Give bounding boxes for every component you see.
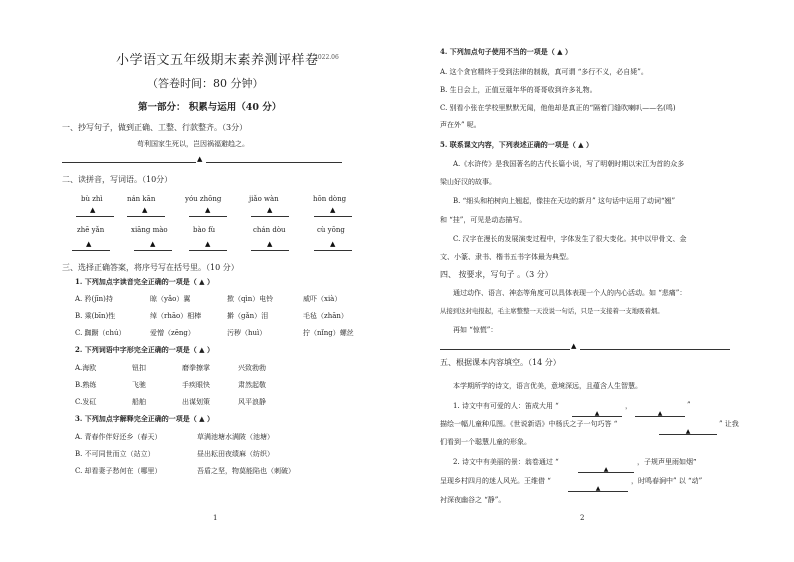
- q5-option-a-cont: 梁山好汉的故事。: [440, 178, 496, 186]
- q5-sub: 5. 联系课文内容，下列表述正确的一项是（ ▲ ）: [440, 140, 594, 149]
- q1-sentence: 苟利国家生死以，岂因祸福避趋之。: [137, 140, 249, 148]
- pinyin: hōn dòng: [313, 195, 347, 203]
- part5-item1-mid: 描绘一幅儿童种瓜图。《世说新语》中杨氏之子一句巧答 “: [440, 420, 618, 428]
- part4-prompt: 再如 “惊慌”：: [453, 326, 498, 334]
- answer-marker[interactable]: ▲: [205, 240, 211, 248]
- option-text: 拧（nǐng）螺丝: [303, 329, 354, 337]
- q1-write-line-right: [206, 162, 342, 163]
- part5-item2-tail: ，子规声里雨如烟”: [637, 458, 697, 466]
- option-text: 钮扣: [132, 364, 146, 372]
- answer-marker[interactable]: ▲: [142, 206, 148, 214]
- part5-item2-mid: 呈现乡村四月的迷人风光。王维借 “: [440, 477, 551, 485]
- option-text: B.熟练: [75, 381, 97, 389]
- q4-option-a: A. 这个贪官精终于受到法律的制裁，真可谓 “多行不义，必自毙”。: [440, 68, 648, 76]
- option-text: A. 矜(jīn)持: [75, 295, 113, 303]
- q1-write-line-left: [62, 162, 196, 163]
- exam-date: 2022.06: [314, 54, 339, 61]
- option-text: 揿（qìn）电铃: [227, 295, 274, 303]
- answer-marker[interactable]: ▲: [267, 240, 273, 248]
- part5-intro: 本学期所学的诗文，语言优美，意境深远，且蕴含人生智慧。: [453, 382, 642, 390]
- option-text: 草满池塘水满陂（池塘）: [197, 433, 274, 441]
- option-text: A.海欧: [75, 364, 97, 372]
- answer-marker[interactable]: ▲: [267, 206, 273, 214]
- pinyin: cù yōng: [317, 226, 345, 234]
- option-text: 风平浪静: [238, 398, 266, 406]
- q5-option-a: A.《水浒传》是我国著名的古代长篇小说，写了明朝时期以宋江为首的众多: [453, 160, 685, 168]
- part5-item2-end: 衬深夜幽谷之 “静”。: [440, 496, 506, 504]
- answer-marker[interactable]: ▲: [205, 206, 211, 214]
- q3-sub3: 3. 下列加点字解释完全正确的一项是（ ▲ ）: [75, 414, 215, 423]
- q5-option-c: C. 汉字在漫长的发展演变过程中，字体发生了很大变化。其中以甲骨文、金: [453, 235, 687, 243]
- page-number: 1: [213, 514, 218, 522]
- option-text: 兴致勃勃: [238, 364, 266, 372]
- pinyin: jiǎo wàn: [249, 195, 279, 203]
- pinyin: nán kān: [127, 195, 156, 203]
- pinyin: zhē yǎn: [77, 226, 105, 234]
- q1-marker: ▲: [197, 155, 203, 163]
- option-text: 飞驰: [132, 381, 146, 389]
- blank-4[interactable]: ▲: [578, 458, 634, 477]
- option-text: C. 却看妻子愁何在（哪里）: [75, 467, 162, 475]
- blank-5[interactable]: ▲: [568, 477, 628, 496]
- option-text: 毛毡（zhān）: [303, 312, 348, 320]
- pinyin: chán dòu: [253, 226, 286, 234]
- option-text: 晾（yǎo）翼: [150, 295, 191, 303]
- option-text: 出谋划策: [182, 398, 210, 406]
- part1-heading: 第一部分： 积累与运用（40 分）: [138, 102, 282, 113]
- q4-option-c-cont: 声在外” 呢。: [440, 121, 481, 129]
- option-text: 污秽（huì）: [227, 329, 267, 337]
- exam-duration: （答卷时间：80 分钟）: [147, 77, 264, 90]
- q3-sub2: 2. 下列词语中字形完全正确的一项是（ ▲ ）: [75, 345, 215, 354]
- option-text: 肃然起敬: [238, 381, 266, 389]
- pinyin: bào fù: [193, 226, 216, 234]
- blank-1[interactable]: ▲: [572, 402, 622, 421]
- option-text: 船舶: [132, 398, 146, 406]
- part4-heading: 四、 按要求，写句子 。（3 分）: [440, 270, 553, 279]
- part4-write-line-right: [580, 349, 730, 350]
- page-right: 4. 下列加点句子使用不当的一项是（ ▲ ） A. 这个贪官精终于受到法律的制裁，真可谓 “多行不义，必自毙”。 B. 生日会上，正值豆蔻年华的哥哥收到许多礼物。 C. 别看小张在学校里默默无闻，他他却是真正的“隔着门缝吹喇叭——名(鸣) 声在外” 呢。 5. 联系课文内容，下列表述正确的一项是（ ▲ ） A.《水浒传》是我国著名的古代长篇小说，写了明朝时期以宋江为首的众多 梁山好汉的故事。 B. “细头和柏树向上翘起，像挂在天边的新月” 这句话中运用了动词“翘” 和 “挂”，可见是动态描写。 C. 汉字在漫长的发展演变过程中，字体发生了很大变化。其中以甲骨文、金 文、小篆、隶书、楷书五书字体最为典型。 四、 按要求，写句子 。（3 分） 通过动作、语言、神态等角度可以具体表现一个人的内心活动。如 “悲痛”： 从接到这封电报起，毛主席整整一天没说一句话，只是一支接着一支地吸着烟。 再如 “惊慌”： ▲ 五、根据课本内容填空。（14 分） 本学期所学的诗文，语言优美，意境深远，且蕴含人生智慧。 1. 诗文中有可爱的人：笛成大用 “ ▲ ， ▲ ” 描绘一幅儿童种瓜图。《世说新语》中杨氏之子一句巧答 “ ▲ ” 让我 们看到一个聪慧儿童的形象。 2. 诗文中有美丽的景：翁卷通过 “ ▲ ，子规声里雨如烟” 呈现乡村四月的迷人风光。王维借 “ ▲ ，时鸣春涧中” 以 “动” 衬深夜幽谷之 “静”。 2: [440, 47, 739, 522]
- q1-heading: 一、抄写句子，做到正确、工整、行款整齐。（3分）: [62, 123, 248, 132]
- q2-heading: 二、读拼音，写词语。（10分）: [62, 175, 173, 184]
- q4-option-b: B. 生日会上，正值豆蔻年华的哥哥收到许多礼物。: [440, 86, 597, 94]
- option-text: C.发矼: [75, 398, 97, 406]
- part5-item2-tail2: ，时鸣春涧中” 以 “动”: [631, 477, 703, 485]
- pinyin: yóu zhōng: [185, 195, 222, 203]
- blank-2[interactable]: ▲: [635, 402, 685, 421]
- q3-heading: 三、选择正确答案，将序号写在括号里。（10 分）: [62, 263, 239, 272]
- option-text: 绰（rhāo）相棒: [150, 312, 202, 320]
- part4-intro: 通过动作、语言、神态等角度可以具体表现一个人的内心活动。如 “悲痛”：: [453, 289, 687, 297]
- option-text: 爱憎（zēng）: [150, 329, 195, 337]
- part4-write-line-left: [440, 349, 570, 350]
- option-text: B. 不可同世而立（站立）: [75, 450, 155, 458]
- exam-title: 小学语文五年级期末素养测评样卷: [116, 53, 319, 68]
- blank-3[interactable]: ▲: [659, 420, 717, 439]
- page-number: 2: [580, 514, 585, 522]
- pinyin: xiāng mào: [131, 226, 168, 234]
- part5-item2-lead: 2. 诗文中有美丽的景：翁卷通过 “: [453, 458, 559, 466]
- option-text: 擀（gǎn）泪: [227, 312, 269, 320]
- pinyin: bù zhì: [81, 195, 103, 203]
- part5-heading: 五、根据课本内容填空。（14 分）: [440, 358, 561, 367]
- part4-marker[interactable]: ▲: [571, 342, 577, 350]
- q5-option-b-cont: 和 “挂”，可见是动态描写。: [440, 216, 527, 224]
- answer-marker[interactable]: ▲: [86, 240, 92, 248]
- q3-sub1: 1. 下列加点字读音完全正确的一项是（ ▲ ）: [75, 277, 215, 286]
- answer-marker[interactable]: ▲: [90, 206, 96, 214]
- answer-marker[interactable]: ▲: [150, 240, 156, 248]
- part5-item1-end: ” 让我: [719, 420, 739, 428]
- option-text: 吾盾之坚，物莫能陷也（刺破）: [197, 467, 295, 475]
- q5-option-c-cont: 文、小篆、隶书、楷书五书字体最为典型。: [440, 253, 573, 261]
- part5-item1-lead: 1. 诗文中有可爱的人：笛成大用 “: [453, 402, 559, 410]
- option-text: 磨拳擦掌: [182, 364, 210, 372]
- answer-marker[interactable]: ▲: [330, 206, 336, 214]
- part4-example: 从接到这封电报起，毛主席整整一天没说一句话，只是一支接着一支地吸着烟。: [440, 307, 664, 315]
- answer-marker[interactable]: ▲: [330, 240, 336, 248]
- option-text: A. 青春作伴好还乡（春天）: [75, 433, 162, 441]
- part5-item1-cont: 们看到一个聪慧儿童的形象。: [440, 438, 531, 446]
- option-text: 威吓（xià）: [303, 295, 342, 303]
- option-text: B. 乘(bīn)性: [75, 312, 116, 320]
- option-text: 昼出耘田夜绩麻（纺织）: [197, 450, 274, 458]
- q4-sub: 4. 下列加点句子使用不当的一项是（ ▲ ）: [440, 47, 573, 56]
- q4-option-c: C. 别看小张在学校里默默无闻，他他却是真正的“隔着门缝吹喇叭——名(鸣): [440, 104, 676, 112]
- q5-option-b: B. “细头和柏树向上翘起，像挂在天边的新月” 这句话中运用了动词“翘”: [453, 197, 676, 205]
- option-text: 手疾眼快: [182, 381, 210, 389]
- option-text: C. 踟蹰（chú）: [75, 329, 126, 337]
